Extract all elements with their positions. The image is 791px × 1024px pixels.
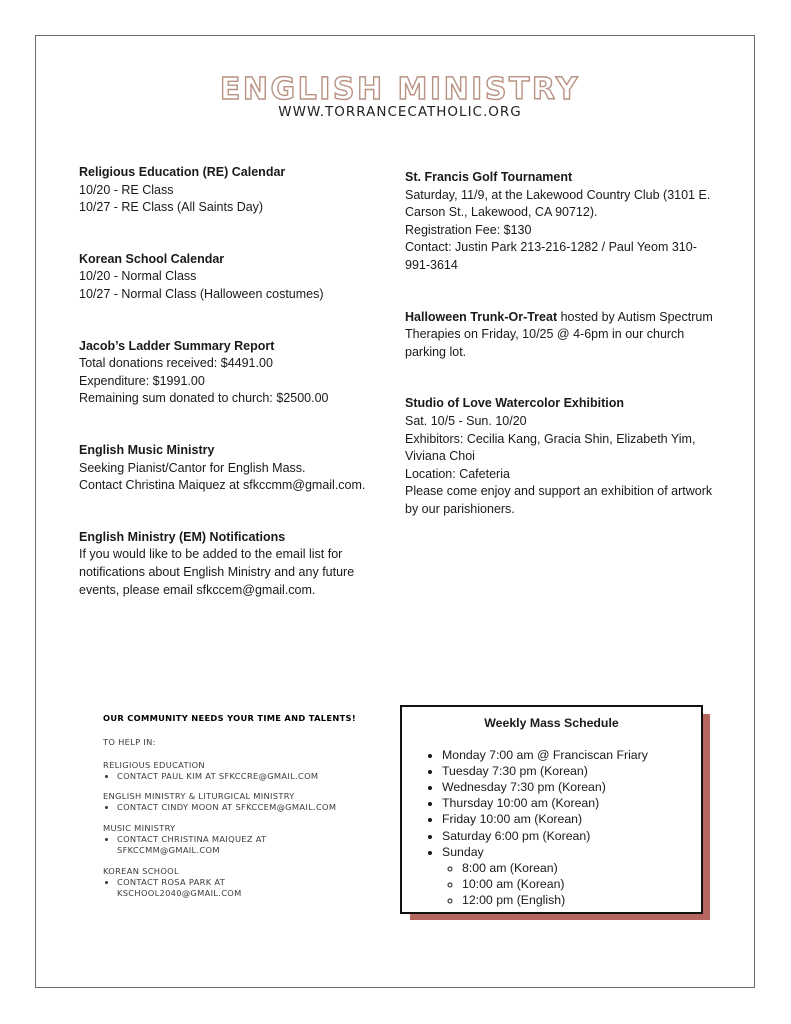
mass-schedule-list xyxy=(402,747,701,908)
re-calendar-section xyxy=(79,164,379,217)
group-contact: • CONTACT CHRISTINA MAIQUEZ AT SFKCCMM@GMAIL.COM xyxy=(117,834,292,857)
section-line: Location: Cafeteria xyxy=(405,466,510,481)
music-ministry-section xyxy=(79,442,379,495)
group-contact-list xyxy=(103,834,373,857)
community-group xyxy=(103,823,373,857)
section-heading: Halloween Trunk-Or-Treat xyxy=(405,309,558,324)
section-line: notifications about English Ministry and any future xyxy=(79,564,355,579)
sunday-mass-item: ◦ 8:00 am (Korean) xyxy=(462,860,701,876)
section-line: Therapies on Friday, 10/25 @ 4-6pm in our church xyxy=(405,327,685,342)
section-heading: Korean School Calendar xyxy=(79,251,225,266)
mass-item-sunday xyxy=(442,844,701,908)
section-line: events, please email sfkccem@gmail.com. xyxy=(79,582,316,597)
mass-item: • Tuesday 7:30 pm (Korean) xyxy=(442,763,701,779)
section-first-line xyxy=(405,309,730,327)
mass-item: • Wednesday 7:30 pm (Korean) xyxy=(442,779,701,795)
section-line: If you would like to be added to the email list for xyxy=(79,547,343,562)
mass-schedule-title: Weekly Mass Schedule xyxy=(484,716,619,730)
section-line: 10/27 - Normal Class (Halloween costumes) xyxy=(79,286,324,301)
section-heading: Jacob’s Ladder Summary Report xyxy=(79,338,275,353)
to-help-label: TO HELP IN: xyxy=(103,737,156,748)
sunday-mass-item: ◦ 10:00 am (Korean) xyxy=(462,876,701,892)
group-contact-list xyxy=(103,802,373,813)
section-line: 991-3614 xyxy=(405,257,458,272)
community-heading: OUR COMMUNITY NEEDS YOUR TIME AND TALENTS! xyxy=(103,713,356,723)
section-heading-suffix: hosted by Autism Spectrum xyxy=(557,309,713,324)
golf-tournament-section xyxy=(405,169,730,275)
section-heading: St. Francis Golf Tournament xyxy=(405,170,573,184)
mass-schedule-box xyxy=(400,705,703,914)
section-line: Expenditure: $1991.00 xyxy=(79,373,205,388)
group-contact: • CONTACT ROSA PARK AT KSCHOOL2040@GMAIL.COM xyxy=(117,877,257,900)
left-column xyxy=(79,164,379,633)
group-contact-list xyxy=(103,771,373,782)
mass-item: • Monday 7:00 am @ Franciscan Friary xyxy=(442,747,701,763)
mass-item: • Saturday 6:00 pm (Korean) xyxy=(442,828,701,844)
mass-item: • Friday 10:00 am (Korean) xyxy=(442,811,701,827)
trunk-or-treat-section xyxy=(405,309,730,362)
mass-item: • Thursday 10:00 am (Korean) xyxy=(442,795,701,811)
section-line: by our parishioners. xyxy=(405,501,515,516)
section-heading: English Music Ministry xyxy=(79,442,215,457)
section-line: Carson St., Lakewood, CA 90712). xyxy=(405,205,598,220)
section-line: Exhibitors: Cecilia Kang, Gracia Shin, Elizabeth Yim, xyxy=(405,431,696,446)
group-name: ENGLISH MINISTRY & LITURGICAL MINISTRY xyxy=(103,791,295,802)
community-group xyxy=(103,866,373,900)
section-line: 10/20 - RE Class xyxy=(79,182,174,197)
section-line: Remaining sum donated to church: $2500.00 xyxy=(79,391,329,406)
jacobs-ladder-section xyxy=(79,338,379,408)
section-line: Sat. 10/5 - Sun. 10/20 xyxy=(405,413,527,428)
section-line: Please come enjoy and support an exhibition of artwork xyxy=(405,484,713,499)
sunday-mass-item: ◦ 12:00 pm (English) xyxy=(462,892,701,908)
section-line: Viviana Choi xyxy=(405,449,475,464)
group-contact-list xyxy=(103,877,373,900)
page-title: ENGLISH MINISTRY xyxy=(219,72,581,107)
group-name: KOREAN SCHOOL xyxy=(103,865,179,876)
section-heading: Studio of Love Watercolor Exhibition xyxy=(405,396,624,411)
group-contact: • CONTACT CINDY MOON AT SFKCCEM@GMAIL.COM xyxy=(117,802,373,813)
section-line: Registration Fee: $130 xyxy=(405,222,532,237)
right-column xyxy=(405,169,730,553)
group-name: MUSIC MINISTRY xyxy=(103,822,176,833)
section-line: Contact Christina Maiquez at sfkccmm@gmail.com. xyxy=(79,478,366,493)
sunday-label: Sunday xyxy=(442,844,484,859)
group-name: RELIGIOUS EDUCATION xyxy=(103,759,205,770)
section-line: Seeking Pianist/Cantor for English Mass. xyxy=(79,460,306,475)
sunday-mass-list xyxy=(442,860,701,908)
group-contact: • CONTACT PAUL KIM AT SFKCCRE@GMAIL.COM xyxy=(117,771,373,782)
korean-school-section xyxy=(79,251,379,304)
section-line: 10/20 - Normal Class xyxy=(79,269,197,284)
community-needs-block xyxy=(103,713,373,909)
watercolor-exhibition-section xyxy=(405,395,730,518)
section-line: Saturday, 11/9, at the Lakewood Country Club (3101 E. xyxy=(405,187,711,202)
section-line: Contact: Justin Park 213-216-1282 / Paul Yeom 310- xyxy=(405,240,697,255)
community-group xyxy=(103,791,373,814)
section-line: 10/27 - RE Class (All Saints Day) xyxy=(79,200,264,215)
website-url[interactable]: WWW.TORRANCECATHOLIC.ORG xyxy=(278,104,522,120)
community-group xyxy=(103,760,373,783)
section-heading: English Ministry (EM) Notifications xyxy=(79,529,286,544)
section-heading: Religious Education (RE) Calendar xyxy=(79,165,286,179)
section-line: parking lot. xyxy=(405,344,467,359)
em-notifications-section xyxy=(79,529,379,599)
section-line: Total donations received: $4491.00 xyxy=(79,356,273,371)
